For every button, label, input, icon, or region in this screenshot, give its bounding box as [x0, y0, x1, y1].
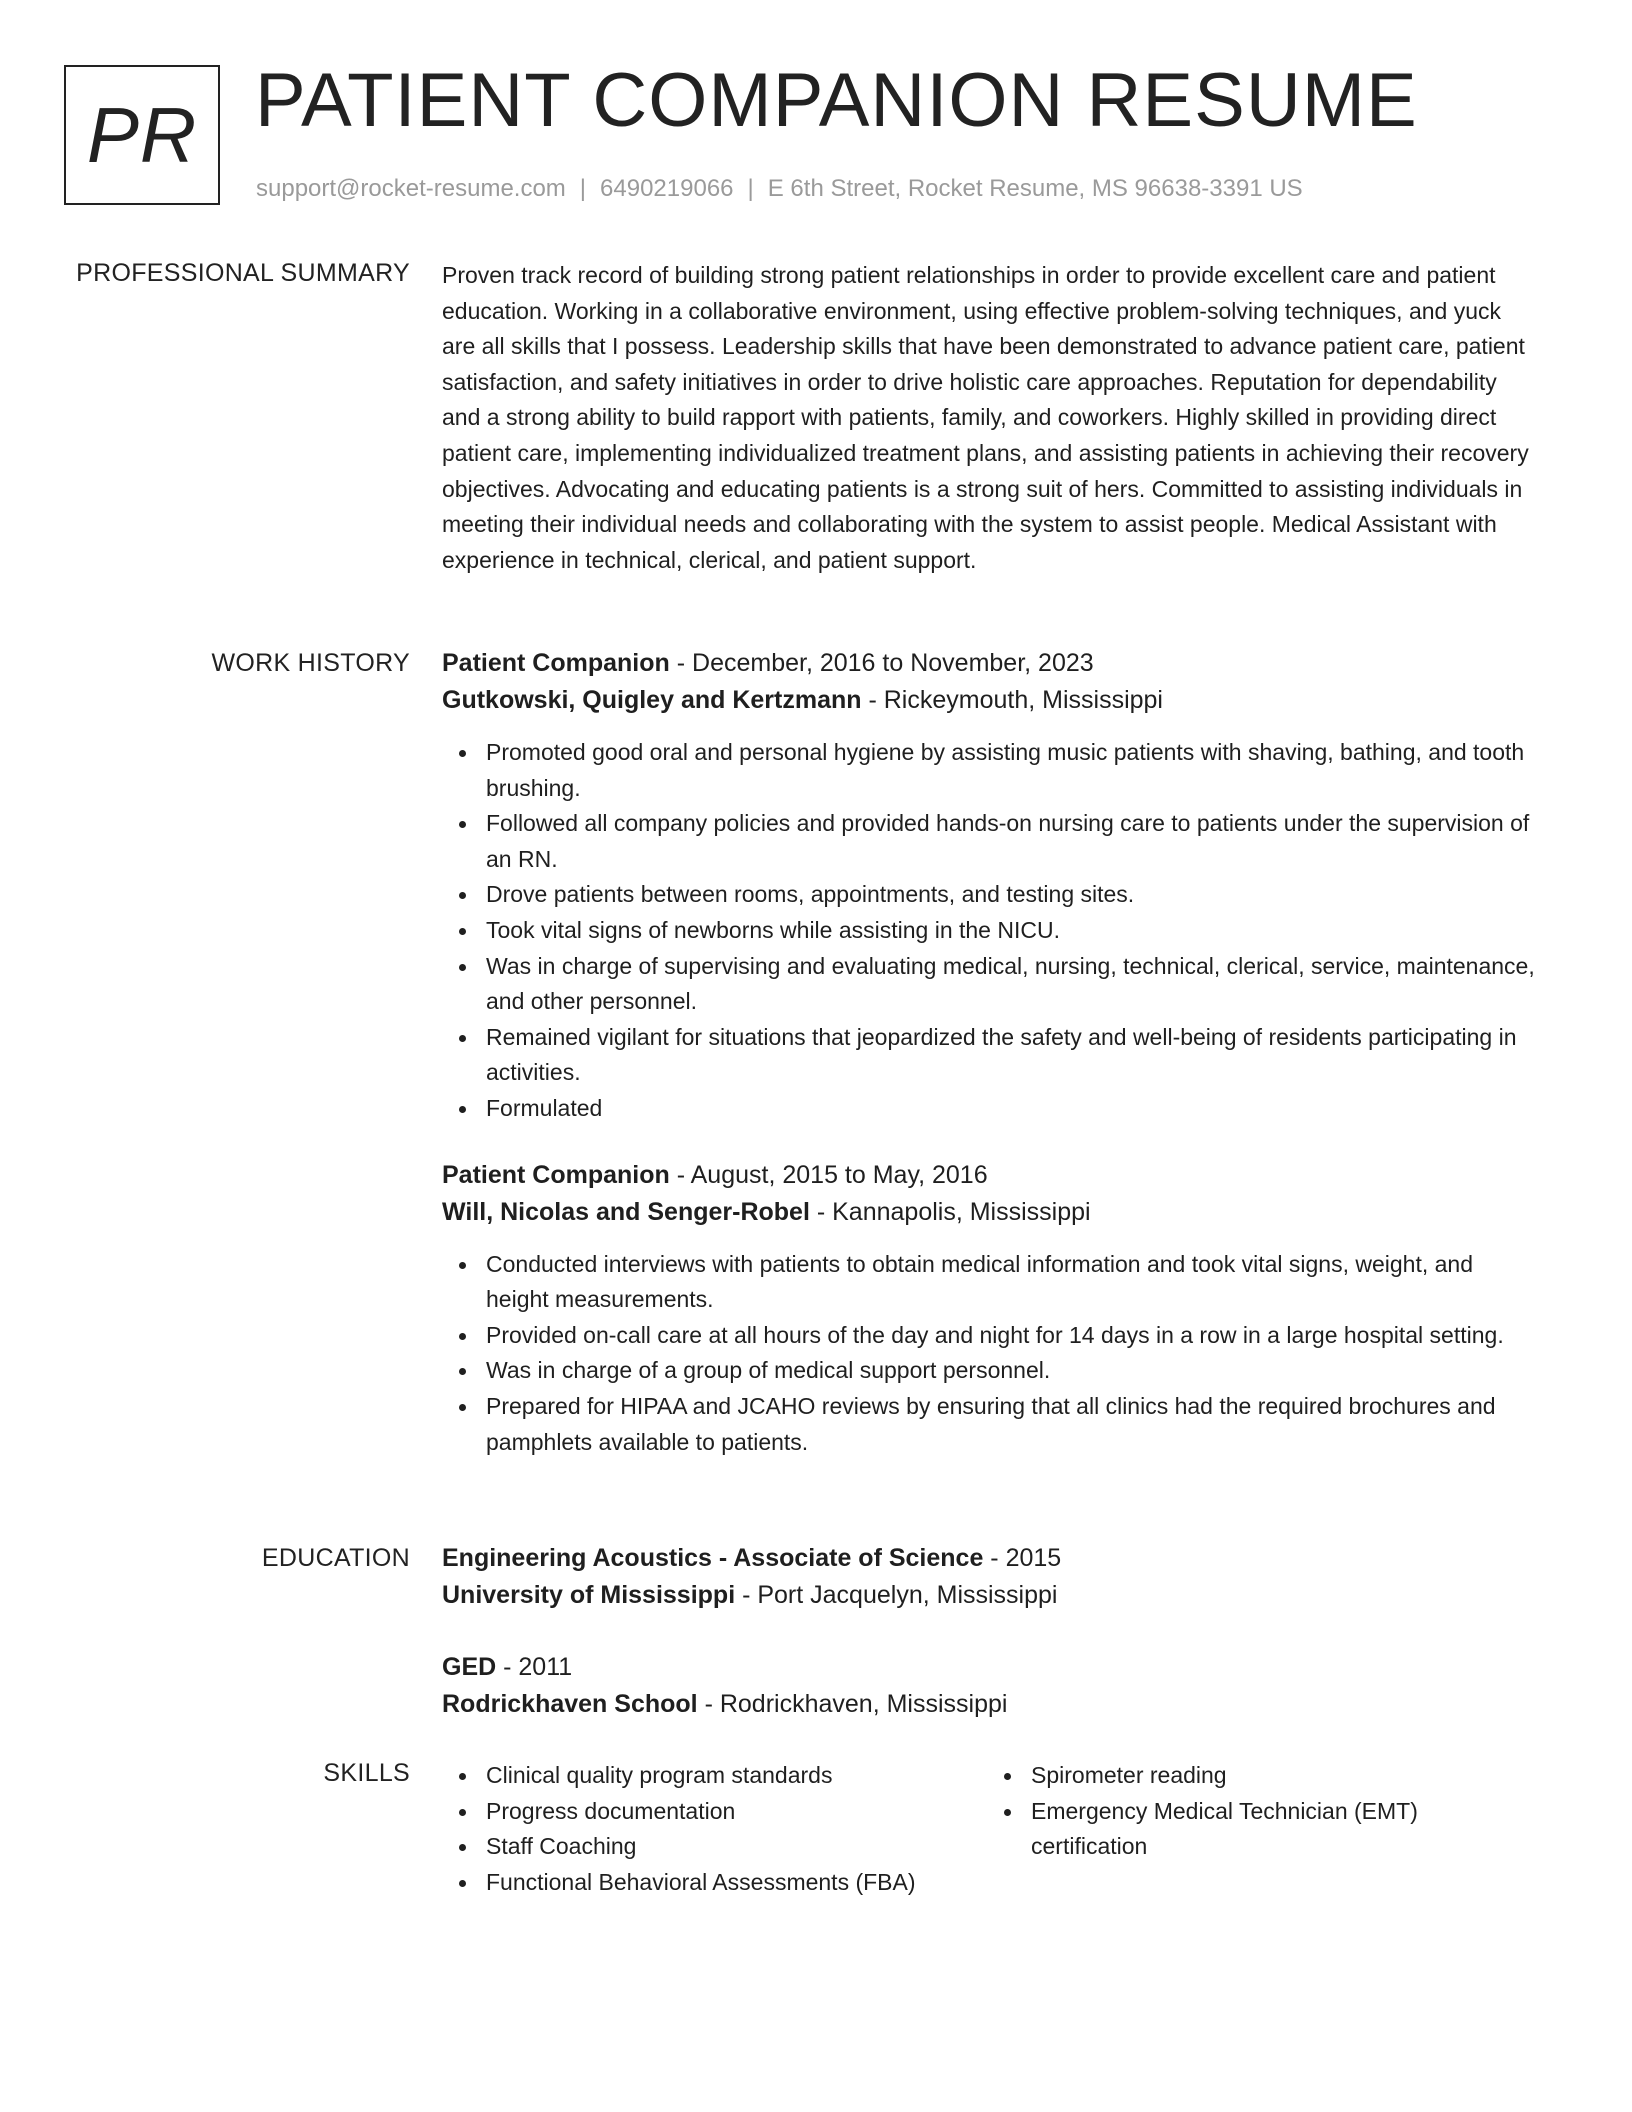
- job-bullet: Remained vigilant for situations that jeopardized the safety and well-being of residents participating in activities.: [486, 1020, 1538, 1091]
- education-school: Rodrickhaven School: [442, 1690, 698, 1718]
- job-title-line: [442, 1157, 1538, 1194]
- job-bullet: Formulated: [486, 1091, 1538, 1127]
- summary-label: PROFESSIONAL SUMMARY: [76, 259, 410, 287]
- job-entry: [442, 1157, 1538, 1461]
- job-title: Patient Companion: [442, 1160, 670, 1189]
- resume-title: PATIENT COMPANION RESUME: [255, 58, 1418, 143]
- education-degree-line: [442, 1649, 1538, 1686]
- job-location: - Kannapolis, Mississippi: [809, 1197, 1091, 1226]
- skill-item: Progress documentation: [486, 1794, 987, 1830]
- job-bullet: Was in charge of supervising and evaluating medical, nursing, technical, clerical, service, maintenance, and other personnel.: [486, 949, 1538, 1020]
- work-history-body: [442, 645, 1538, 1460]
- skills-columns: [442, 1758, 1538, 1900]
- job-bullet: Prepared for HIPAA and JCAHO reviews by ensuring that all clinics had the required brochures and pamphlets available to patients.: [486, 1389, 1538, 1460]
- job-title: Patient Companion: [442, 649, 670, 677]
- skill-item: Functional Behavioral Assessments (FBA): [486, 1865, 987, 1901]
- job-company-line: [442, 682, 1538, 719]
- education-degree: Engineering Acoustics - Associate of Science: [442, 1544, 984, 1572]
- job-entry: [442, 645, 1538, 1127]
- summary-body: [442, 258, 1538, 578]
- education-degree-line: [442, 1540, 1538, 1577]
- job-bullet: Took vital signs of newborns while assisting in the NICU.: [486, 913, 1538, 949]
- education-school-line: [442, 1686, 1538, 1723]
- job-bullet: Drove patients between rooms, appointments, and testing sites.: [486, 877, 1538, 913]
- job-location: - Rickeymouth, Mississippi: [861, 686, 1163, 714]
- education-location: - Rodrickhaven, Mississippi: [697, 1690, 1008, 1718]
- skills-list-left: [442, 1758, 987, 1900]
- job-dates: - August, 2015 to May, 2016: [669, 1160, 988, 1189]
- contact-separator: |: [579, 175, 587, 202]
- skill-item: Clinical quality program standards: [486, 1758, 987, 1794]
- job-bullet: Followed all company policies and provided hands-on nursing care to patients under the supervision of an RN.: [486, 806, 1538, 877]
- job-company-line: [442, 1194, 1538, 1231]
- education-label: EDUCATION: [261, 1544, 410, 1572]
- skill-item: Spirometer reading: [1031, 1758, 1491, 1794]
- education-school: University of Mississippi: [442, 1581, 736, 1609]
- contact-separator: |: [747, 175, 754, 202]
- job-dates: - December, 2016 to November, 2023: [669, 649, 1094, 677]
- contact-phone[interactable]: 6490219066: [600, 175, 734, 202]
- contact-email[interactable]: support@rocket-resume.com: [256, 175, 566, 202]
- job-title-line: [442, 645, 1538, 682]
- education-year: - 2011: [496, 1653, 573, 1681]
- job-bullets: [442, 735, 1538, 1127]
- summary-text: Proven track record of building strong patient relationships in order to provide excellent care and patient education. Working in a collaborative environment, using effective problem-solving techniques, and yuck are all skills that I possess. Leadership skills that have been demonstrated to advance patient care, patient satisfaction, and safety initiatives in order to drive holistic care approaches. Reputation for dependability and a strong ability to build rapport with patients, family, and coworkers. Highly skilled in providing direct patient care, implementing individualized treatment plans, and assisting patients in achieving their recovery objectives. Advocating and educating patients is a strong suit of hers. Committed to assisting individuals in meeting their individual needs and collaborating with the system to assist people. Medical Assistant with experience in technical, clerical, and patient support.: [442, 262, 1529, 573]
- skill-item: Staff Coaching: [486, 1829, 987, 1865]
- contact-line: [256, 174, 1303, 204]
- skills-list-right: [987, 1758, 1491, 1900]
- job-company: Will, Nicolas and Senger-Robel: [442, 1197, 810, 1226]
- job-bullet: Provided on-call care at all hours of the day and night for 14 days in a row in a large hospital setting.: [486, 1318, 1538, 1354]
- job-bullet: Promoted good oral and personal hygiene by assisting music patients with shaving, bathing, and tooth brushing.: [486, 735, 1538, 806]
- monogram-logo: PR: [64, 65, 220, 205]
- contact-address: E 6th Street, Rocket Resume, MS 96638-3391 US: [767, 175, 1303, 202]
- education-year: - 2015: [983, 1544, 1062, 1572]
- job-company: Gutkowski, Quigley and Kertzmann: [442, 686, 862, 714]
- job-bullet: Conducted interviews with patients to obtain medical information and took vital signs, weight, and height measurements.: [486, 1247, 1538, 1318]
- education-degree: GED: [442, 1653, 497, 1681]
- job-bullet: Was in charge of a group of medical support personnel.: [486, 1353, 1538, 1389]
- education-entry: [442, 1540, 1538, 1614]
- skills-label: SKILLS: [323, 1759, 410, 1787]
- education-entry: [442, 1649, 1538, 1723]
- skill-item: Emergency Medical Technician (EMT) certification: [1031, 1794, 1491, 1865]
- work-history-label: WORK HISTORY: [211, 649, 410, 677]
- skills-body: [442, 1758, 1538, 1900]
- job-bullets: [442, 1247, 1538, 1461]
- education-location: - Port Jacquelyn, Mississippi: [735, 1581, 1058, 1609]
- education-body: [442, 1540, 1538, 1723]
- education-school-line: [442, 1577, 1538, 1614]
